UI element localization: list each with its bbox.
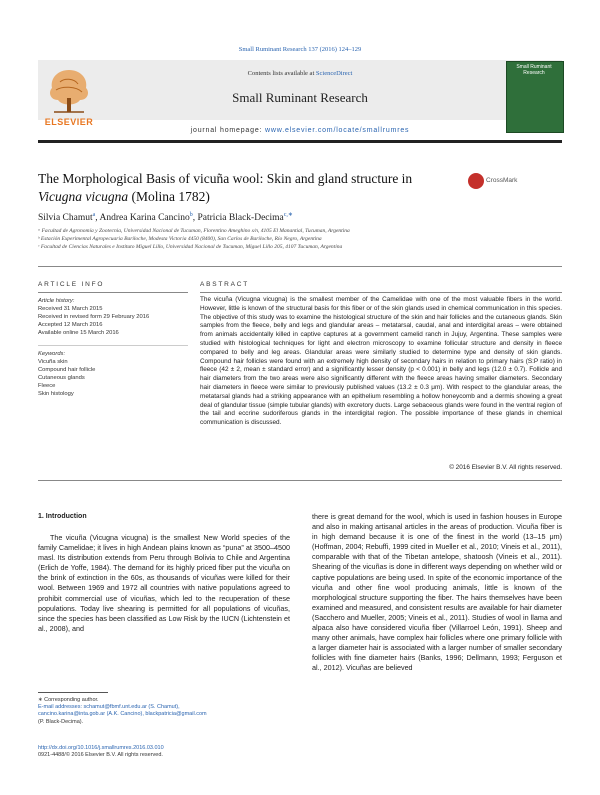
history-item: Received 31 March 2015 — [38, 306, 103, 312]
elsevier-tree-logo — [40, 62, 98, 118]
email-line[interactable]: E-mail addresses: schamut@fbmf.unt.edu.ar (S. Chamut), — [38, 704, 180, 711]
keywords-label: Keywords: — [38, 351, 66, 357]
article-info-divider — [38, 292, 188, 293]
author-affil-marker[interactable]: c,∗ — [283, 212, 293, 218]
keyword: Vicuña skin — [38, 359, 68, 365]
journal-name: Small Ruminant Research — [232, 90, 368, 105]
issn-line: 0921-4488/© 2016 Elsevier B.V. All rights reserved. — [38, 752, 163, 759]
keyword: Cutaneous glands — [38, 375, 85, 381]
author-list: Silvia Chamut$^a$, Andrea Karina Cancino$^b$, Patricia Black-Decima$^{c,∗}$ — [38, 212, 293, 224]
keyword: Fleece — [38, 383, 56, 389]
history-item: Received in revised form 29 February 2016 — [38, 314, 150, 320]
affiliation: ᵇ Estación Experimental Agropecuaria Bariloche, Modesta Victoria 4450 (8400), San Carlos de Bariloche, Río Negro, Argentina — [38, 236, 322, 242]
abstract-copyright: © 2016 Elsevier B.V. All rights reserved. — [449, 464, 562, 471]
crossmark-icon[interactable] — [468, 173, 484, 189]
article-info-heading: ARTICLE INFO — [38, 281, 105, 288]
abstract-bottom-divider — [38, 480, 562, 481]
affiliation: ᶜ Facultad de Ciencias Naturales e Instituto Miguel Lillo, Universidad Nacional de Tucuman, Miguel Lillo 205, 4107 Tucuman, Argentina — [38, 244, 343, 250]
contents-line — [100, 70, 500, 77]
section-divider — [38, 266, 562, 267]
footnote — [38, 697, 290, 726]
doi-block — [38, 745, 164, 759]
author-affil-marker[interactable]: a — [92, 212, 96, 218]
author-affil-marker[interactable]: b — [189, 212, 193, 218]
keyword: Skin histology — [38, 391, 74, 397]
header-divider — [38, 140, 562, 143]
introduction-left-column: The vicuña (Vicugna vicugna) is the smallest New World species of the family Camelidae; it lives in high Andean plains known as “puna” at 3500–4500 masl. Its distribution extends from Peru through Bolivia to Chile and Argentina (Erlich de Yoffe, 1984). The demand for its highly priced fiber put the vicuña on the brink of extinction in the 60s, as thousands of vicuñas were killed for their wool. Between 1969 and 1972 all countries with native populations agreed to prohibit commercial use of vicuñas, which led to the recuperation of these populations. Today live shearing is permitted for all populations of vicuñas, since the species has been classified as Low Risk by the IUCN (Lichtenstein et al., 2008), and — [38, 533, 290, 633]
abstract-text: The vicuña (Vicugna vicugna) is the smallest member of the Camelidae with one of the most valuable fibers in the world. However, little is known of the structural basis for this fiber or of the skin glands used in chemical communication in this species. The objective of this study was to examine the histological structure of the skin and hair follicles and the cutaneous glands. Skin samples from the fleece, belly and legs and glandular areas – metatarsal, caudal, anal and interdigital areas – were obtained from animals accidentally killed in captive captures at a government camelid ranch in Jujuy, Argentina. These samples were studied with histological techniques for light and electron microscopy to examine follicular structure and density in fleece compared to belly and leg areas. Glandular areas were similarly studied to determine type and density of skin glands. Compound hair follicles were found with an extremely high density of secondary hairs in relation to primary hairs (S:P ratio) in fleece (42 ± 2, mean ± standard error) and a significantly lesser density (p < 0.001) in belly and legs (12.0 ± 0.7). Follicle and hair diameters from the two areas were also significantly different with the fleece areas having smaller diameters. Secondary hair diameters in fleece were similar to previously published values (13.2 ± 0.3 μm). With respect to the glandular areas, the metatarsal glands had a striking appearance with an epithelium resembling a hollow honeycomb and a dermis showing a great deal of glandular tissue (simple tubular glands) with excretory ducts. Large sebaceous glands were found in the ventral region of the tail and eccrine sudoriferous glands in the interdigital region. The possible importance of these glands in chemical communication is discussed. — [200, 296, 562, 427]
keyword: Compound hair follicle — [38, 367, 96, 373]
article-history — [38, 297, 188, 337]
crossmark-label[interactable]: CrossMark — [486, 177, 518, 184]
sciencedirect-link[interactable]: ScienceDirect — [315, 70, 353, 77]
email-line: (P. Black-Decima). — [38, 718, 84, 725]
keywords-divider — [38, 345, 188, 346]
author-name[interactable]: Andrea Karina Cancino — [99, 213, 190, 224]
homepage-prefix: journal homepage: — [190, 127, 266, 134]
article-title — [38, 170, 458, 206]
author-name[interactable]: Silvia Chamut — [38, 213, 93, 224]
publisher-name: ELSEVIER — [44, 117, 94, 127]
author-name[interactable]: Patricia Black-Decima — [197, 213, 284, 224]
email-line[interactable]: cancino.karina@inta.gob.ar (A.K. Cancino), blackpatricia@gmail.com — [38, 711, 207, 718]
journal-reference[interactable]: Small Ruminant Research 137 (2016) 124–129 — [238, 46, 362, 53]
introduction-heading: 1. Introduction — [38, 513, 87, 520]
history-label: Article history: — [38, 298, 75, 304]
footnote-divider — [38, 692, 108, 693]
journal-cover-title: Small Ruminant Research — [516, 64, 552, 76]
keywords-list — [38, 350, 188, 398]
contents-prefix: Contents lists available at — [247, 70, 316, 77]
history-item: Available online 15 March 2016 — [38, 330, 119, 336]
title-species: Vicugna vicugna — [38, 189, 129, 204]
abstract-divider — [200, 292, 562, 293]
journal-homepage-line — [100, 127, 500, 134]
introduction-right-column: there is great demand for the wool, which is used in fashion houses in Europe and also in making artisanal articles in the areas of production. Vicuña fiber is in high demand because it is one of the finest in the world (13–15 μm) (Hoffman, 2004; Rebuffi, 1999 cited in Mueller et al., 2010; Vineis et al., 2011), comparable with that of the Tibetan antelope, shatoosh (Vineis et al., 2011). Shearing of the vicuñas is done in different ways depending on whether wild or captive populations are being used. In spite of the economic importance of the vicuña and other fine wool producing animals, little is known of the morphological structure supporting the fiber. The hairs themselves have been examined and measured, and consistent results are available for hair diameter (Sacchero and Mueller, 2005; Vineis et al., 2011). Studies of wool in llama and alpaca also have considered vicuña fiber (Villarroel León, 1991). Sheep and many other animals, have complex hair follicles where one primary follicle with a larger diameter hair is associated with a larger number of smaller secondary follicles with fine diameter hairs (Banks, 1996; Dellmann, 1993; Ferguson et al., 2012). Vicuñas are believed — [312, 512, 562, 673]
history-item: Accepted 12 March 2016 — [38, 322, 103, 328]
abstract-heading: ABSTRACT — [200, 281, 250, 288]
affiliation: ᵃ Facultad de Agronomía y Zootecnia, Universidad Nacional de Tucuman, Florentino Ameghino s/n, 4105 El Manantial, Tucuman, Argentina — [38, 228, 350, 234]
doi-link[interactable]: http://dx.doi.org/10.1016/j.smallrumres.2016.03.010 — [38, 745, 164, 751]
homepage-link[interactable]: www.elsevier.com/locate/smallrumres — [265, 127, 410, 134]
corresponding-author-note: ∗ Corresponding author. — [38, 697, 99, 703]
title-main: The Morphological Basis of vicuña wool: Skin and gland structure in — [38, 171, 413, 186]
title-suffix: (Molina 1782) — [128, 189, 210, 204]
